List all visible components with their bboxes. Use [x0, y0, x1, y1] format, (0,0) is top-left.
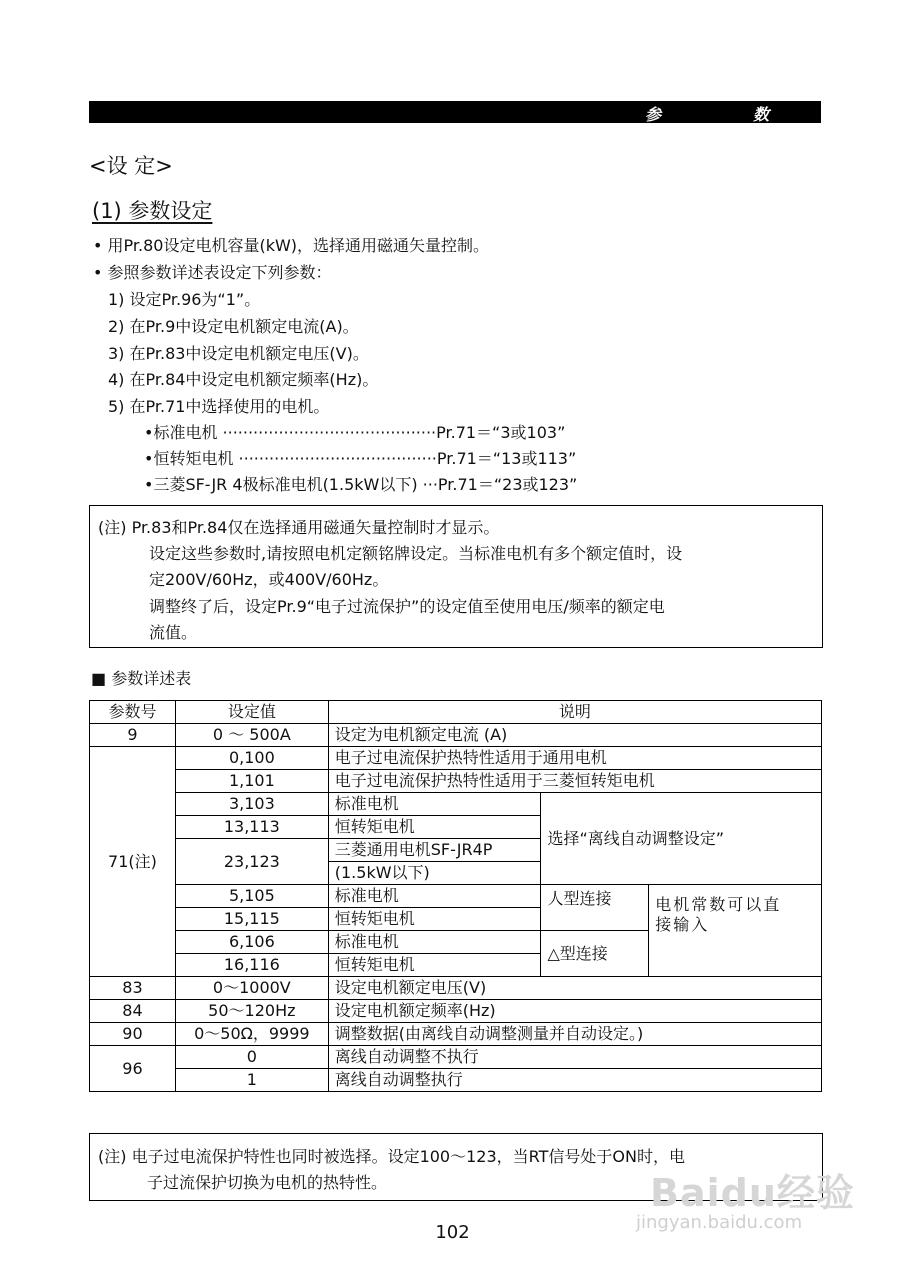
- description-cell: 设定电机额定电压(V): [328, 977, 821, 1000]
- step-2: 2) 在Pr.9中设定电机额定电流(A)。: [108, 317, 359, 336]
- setting-value-cell: 0～1000V: [175, 977, 328, 1000]
- setting-value-cell: 0: [175, 1046, 328, 1069]
- setting-value-cell: 3,103: [175, 793, 328, 816]
- motor-option-mitsubishi: •三菱SF-JR 4极标准电机(1.5kW以下) ···Pr.71＝“23或123”: [144, 475, 578, 494]
- description-cell: 离线自动调整不执行: [328, 1046, 821, 1069]
- setting-value-cell: 50～120Hz: [175, 1000, 328, 1023]
- description-cell: 恒转矩电机: [328, 954, 541, 977]
- param-no-cell: 96: [90, 1046, 176, 1092]
- table-title: ■ 参数详述表: [91, 669, 192, 688]
- step-1: 1) 设定Pr.96为“1”。: [108, 290, 261, 309]
- header-description: 说明: [328, 701, 821, 724]
- table-row: [90, 1023, 822, 1046]
- setting-value-cell: 16,116: [175, 954, 328, 977]
- setting-value-cell: 13,113: [175, 816, 328, 839]
- step-3: 3) 在Pr.83中设定电机额定电压(V)。: [108, 344, 369, 363]
- header-setting-value: 设定值: [175, 701, 328, 724]
- param-no-cell: 83: [90, 977, 176, 1000]
- table-header-row: [90, 701, 822, 724]
- note-box-1: [89, 505, 823, 648]
- table-row: [90, 885, 822, 908]
- note1-line-4: 调整终了后，设定Pr.9“电子过流保护”的设定值至使用电压/频率的额定电: [149, 597, 665, 616]
- setting-value-cell: 0,100: [175, 747, 328, 770]
- header-right-char: 数: [753, 105, 770, 124]
- setting-value-cell: 6,106: [175, 931, 328, 954]
- description-cell: 三菱通用电机SF-JR4P: [328, 839, 541, 862]
- star-connection-cell: 人型连接: [541, 885, 649, 931]
- offline-tuning-cell: 选择“离线自动调整设定”: [541, 793, 822, 885]
- description-cell: 标准电机: [328, 885, 541, 908]
- param-no-cell: 90: [90, 1023, 176, 1046]
- header-left-char: 参: [645, 105, 662, 124]
- parameter-table: [89, 700, 822, 1092]
- param-no-cell: 9: [90, 724, 176, 747]
- description-cell: 离线自动调整执行: [328, 1069, 821, 1092]
- note2-line-2: 子过流保护切换为电机的热特性。: [147, 1173, 388, 1192]
- step-4: 4) 在Pr.84中设定电机额定频率(Hz)。: [108, 370, 379, 389]
- description-cell: 调整数据(由离线自动调整测量并自动设定。): [328, 1023, 821, 1046]
- setting-value-cell: 0 ～ 500A: [175, 724, 328, 747]
- table-row: [90, 747, 822, 770]
- page-number: 102: [435, 1222, 470, 1243]
- setting-value-cell: 1,101: [175, 770, 328, 793]
- subsection-title: (1) 参数设定: [92, 199, 213, 223]
- description-cell: 恒转矩电机: [328, 816, 541, 839]
- setting-value-cell: 23,123: [175, 839, 328, 885]
- table-row: [90, 724, 822, 747]
- direct-input-cell: [649, 885, 822, 977]
- table-row: [90, 977, 822, 1000]
- note1-line-2: 设定这些参数时,请按照电机定额铭牌设定。当标准电机有多个额定值时，设: [149, 544, 683, 563]
- table-row: [90, 1000, 822, 1023]
- description-cell: 设定为电机额定电流 (A): [328, 724, 821, 747]
- table-row: [90, 770, 822, 793]
- setting-value-cell: 5,105: [175, 885, 328, 908]
- note2-line-1: (注) 电子过电流保护特性也同时被选择。设定100～123，当RT信号处于ON时，电: [98, 1147, 685, 1166]
- description-cell: 标准电机: [328, 931, 541, 954]
- direct-input-line-1: 电机常数可以直: [655, 895, 782, 914]
- param-no-cell: 71(注): [90, 747, 176, 977]
- bullet-2: • 参照参数详述表设定下列参数：: [93, 263, 332, 282]
- setting-value-cell: 1: [175, 1069, 328, 1092]
- bullet-1: • 用Pr.80设定电机容量(kW)，选择通用磁通矢量控制。: [93, 236, 490, 255]
- motor-option-constant-torque: •恒转矩电机 ·······································Pr.71＝“13或113”: [144, 449, 577, 468]
- step-5: 5) 在Pr.71中选择使用的电机。: [108, 397, 330, 416]
- motor-option-standard: •标准电机 ··········································Pr.71＝“3或103”: [144, 423, 566, 442]
- table-row: [90, 1069, 822, 1092]
- description-cell: 电子过电流保护热特性适用于三菱恒转矩电机: [328, 770, 821, 793]
- note1-line-5: 流值。: [149, 623, 198, 642]
- setting-value-cell: 0～50Ω，9999: [175, 1023, 328, 1046]
- description-cell: 标准电机: [328, 793, 541, 816]
- table-row: [90, 793, 822, 816]
- param-no-cell: 84: [90, 1000, 176, 1023]
- watermark-url: jingyan.baidu.com: [636, 1212, 803, 1233]
- header-bar: [89, 101, 821, 123]
- direct-input-line-2: 接输入: [655, 915, 710, 934]
- note1-line-3: 定200V/60Hz，或400V/60Hz。: [149, 570, 389, 589]
- header-param-no: 参数号: [90, 701, 176, 724]
- watermark-logo: Baidu经验: [650, 1171, 855, 1215]
- description-cell: 电子过电流保护热特性适用于通用电机: [328, 747, 821, 770]
- note1-line-1: (注) Pr.83和Pr.84仅在选择通用磁通矢量控制时才显示。: [98, 518, 500, 537]
- delta-connection-cell: △型连接: [541, 931, 649, 977]
- description-cell: 恒转矩电机: [328, 908, 541, 931]
- table-row: [90, 1046, 822, 1069]
- description-cell-continued: (1.5kW以下): [328, 862, 541, 885]
- section-title: <设 定>: [89, 154, 173, 178]
- description-cell: 设定电机额定频率(Hz): [328, 1000, 821, 1023]
- setting-value-cell: 15,115: [175, 908, 328, 931]
